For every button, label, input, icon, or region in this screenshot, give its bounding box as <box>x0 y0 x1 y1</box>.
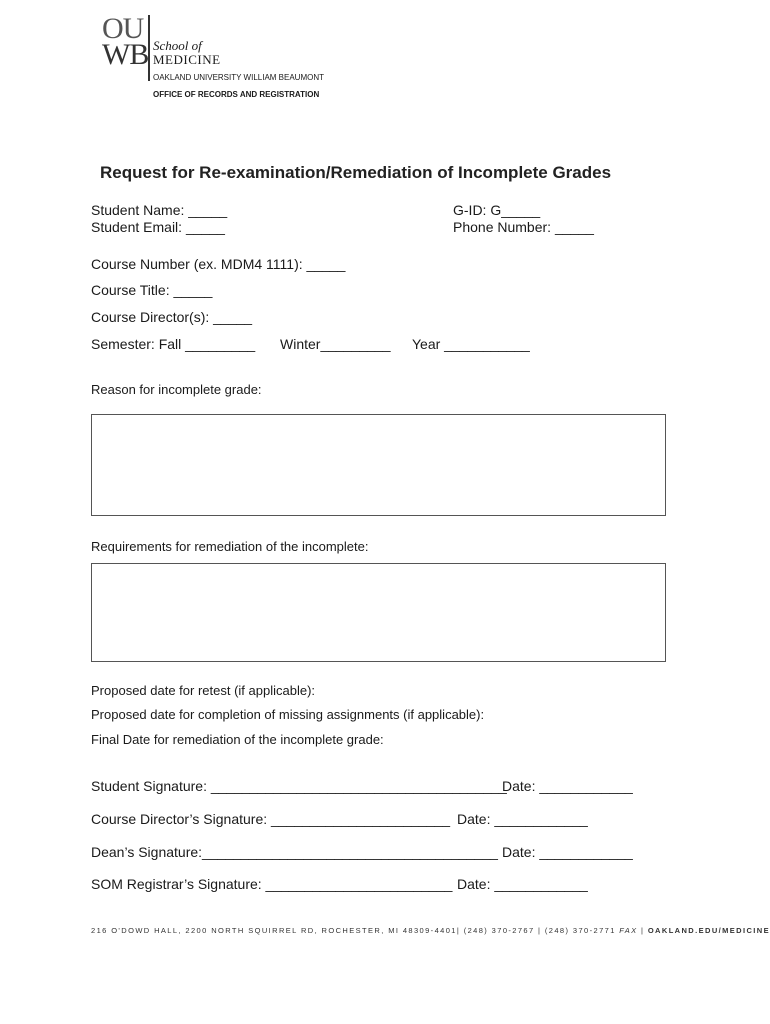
office-name: OFFICE OF RECORDS AND REGISTRATION <box>153 90 320 99</box>
year-field[interactable]: Year ___________ <box>412 336 530 352</box>
retest-date-field[interactable]: Proposed date for retest (if applicable): <box>91 683 316 698</box>
course-director-signature-field[interactable]: Course Director’s Signature: _______________________ <box>91 811 451 827</box>
requirements-label: Requirements for remediation of the incomplete: <box>91 539 369 554</box>
footer-address-text: 216 O'DOWD HALL, 2200 NORTH SQUIRREL RD, ROCHESTER, MI 48309-4401| (248) 370-2767 | (248) 370-2771 <box>91 926 620 935</box>
logo-ou-text: OU <box>102 12 144 45</box>
footer-address <box>91 926 770 935</box>
requirements-textbox[interactable] <box>91 563 666 662</box>
course-directors-field[interactable]: Course Director(s): _____ <box>91 309 253 325</box>
final-date-field[interactable]: Final Date for remediation of the incomplete grade: <box>91 732 384 747</box>
registrar-signature-date[interactable]: Date: ____________ <box>457 876 588 892</box>
semester-fall-field[interactable]: Semester: Fall _________ <box>91 336 256 352</box>
logo-divider <box>148 15 150 81</box>
student-signature-date[interactable]: Date: ____________ <box>502 778 633 794</box>
logo-wb-text: WB <box>102 38 149 71</box>
footer-fax-label: FAX <box>619 926 638 935</box>
form-title: Request for Re-examination/Remediation of Incomplete Grades <box>100 163 612 182</box>
reason-textbox[interactable] <box>91 414 666 516</box>
completion-date-field[interactable]: Proposed date for completion of missing assignments (if applicable): <box>91 707 485 722</box>
student-signature-field[interactable]: Student Signature: ______________________________________ <box>91 778 507 794</box>
course-number-field[interactable]: Course Number (ex. MDM4 1111): _____ <box>91 256 346 272</box>
dean-signature-field[interactable]: Dean’s Signature:______________________________________ <box>91 844 498 860</box>
dean-signature-date[interactable]: Date: ____________ <box>502 844 633 860</box>
semester-winter-field[interactable]: Winter_________ <box>280 336 391 352</box>
course-director-signature-date[interactable]: Date: ____________ <box>457 811 588 827</box>
university-name: OAKLAND UNIVERSITY WILLIAM BEAUMONT <box>153 73 324 82</box>
logo-school-of: School of <box>153 38 202 53</box>
reason-label: Reason for incomplete grade: <box>91 382 262 397</box>
student-name-field[interactable]: Student Name: _____ <box>91 202 228 218</box>
course-title-field[interactable]: Course Title: _____ <box>91 282 213 298</box>
gid-field[interactable]: G-ID: G_____ <box>453 202 541 218</box>
registrar-signature-field[interactable]: SOM Registrar’s Signature: ________________________ <box>91 876 453 892</box>
footer-separator: | <box>637 926 648 935</box>
logo-medicine: MEDICINE <box>153 52 221 67</box>
phone-number-field[interactable]: Phone Number: _____ <box>453 219 594 235</box>
footer-website-link[interactable]: OAKLAND.EDU/MEDICINE <box>647 926 770 935</box>
student-email-field[interactable]: Student Email: _____ <box>91 219 225 235</box>
